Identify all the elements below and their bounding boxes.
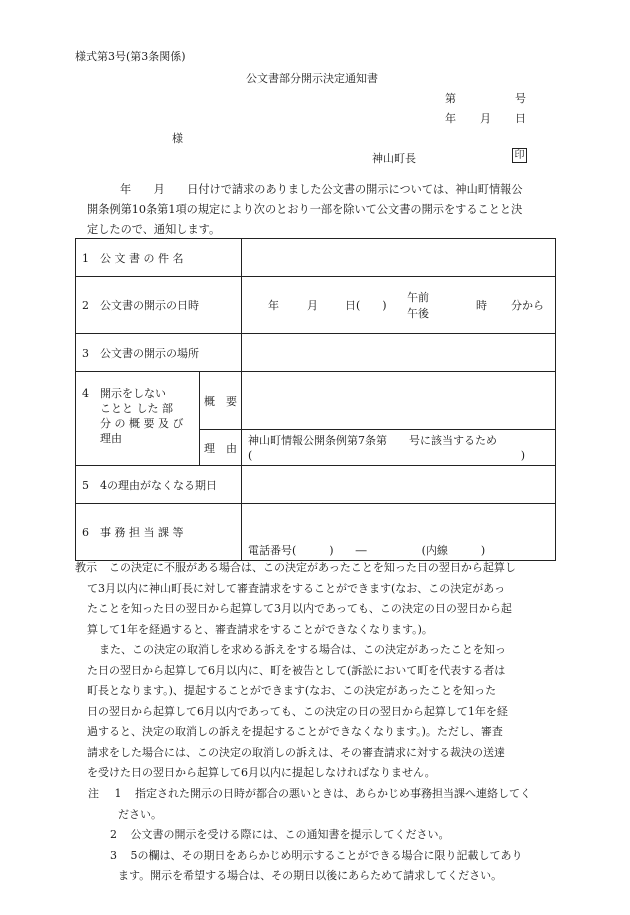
instruction-line-4: 算して1年を経過すると、審査請求をすることができなくなります。)。 <box>87 622 433 636</box>
value-contact-department <box>242 504 556 561</box>
label-contact-department: 6 事 務 担 当 課 等 <box>76 504 242 561</box>
note-1-line-2: ださい。 <box>118 807 162 821</box>
label-document-name: 1 公 文 書 の 件 名 <box>76 239 242 277</box>
instruction-section <box>75 558 560 784</box>
instruction-line-2: て3月以内に神山町長に対して審査請求をすることができます(なお、この決定があっ <box>87 581 506 595</box>
row-disclosure-datetime <box>76 277 556 334</box>
instruction-line-1 <box>75 558 560 579</box>
reason-paren-close: ) <box>520 448 525 462</box>
seal-mark <box>512 148 527 163</box>
note-2-text: 公文書の開示を受ける際には、この通知書を提示してください。 <box>130 828 450 841</box>
value-disclosure-datetime <box>242 277 556 334</box>
label-reason: 理 由 <box>200 430 242 466</box>
dt-am: 午前 <box>407 291 430 304</box>
dt-minute-from: 分から <box>511 299 545 312</box>
value-reason <box>242 430 556 466</box>
document-title: 公文書部分開示決定通知書 <box>246 72 378 85</box>
reason-line-2 <box>248 448 549 463</box>
label-undisclosed-l4: 理由 <box>100 432 122 445</box>
date-day: 日 <box>515 112 526 125</box>
note-1-line-1 <box>88 784 558 805</box>
number-dai: 第 <box>445 92 456 105</box>
instruction-line-3: たことを知った日の翌日から起算して3月以内であっても、この決定の日の翌日から起 <box>87 602 512 615</box>
label-undisclosed <box>76 372 200 466</box>
intro-line-1: 年 月 日付けで請求のありました公文書の開示については、神山町情報公 <box>120 183 523 196</box>
row-reason-expiry <box>76 466 556 504</box>
note-3-line-2: ます。開示を希望する場合は、その期日以後にあらためて請求してください。 <box>118 869 503 882</box>
label-undisclosed-l1: 4 開示をしない <box>82 387 166 400</box>
label-undisclosed-l3: 分 の 概 要 及 び <box>100 417 184 430</box>
note-3-text: 5の欄は、その期日をあらかじめ明示することができる場合に限り記載してあり <box>130 848 523 862</box>
notes-section <box>88 784 558 887</box>
disclosure-table <box>75 238 556 561</box>
instruction-line-7: 町長となります。)、提起することができます(なお、この決定があったことを知った <box>87 684 497 697</box>
sender-name: 神山町長 <box>372 152 416 165</box>
label-disclosure-datetime: 2 公文書の開示の日時 <box>76 277 242 334</box>
dt-pm: 午後 <box>407 307 430 320</box>
intro-line-3: 定したので、通知します。 <box>87 223 221 236</box>
notes-head: 注 <box>88 787 99 800</box>
seal-stamp: 印 <box>512 148 527 163</box>
dt-month: 月 <box>307 299 319 312</box>
note-3-line-1 <box>88 846 558 867</box>
form-number: 様式第3号(第3条関係) <box>75 50 186 63</box>
phone-number-line: 電話番号( ) ― (内線 ) <box>248 544 486 557</box>
instruction-text-1: この決定に不服がある場合は、この決定があったことを知った日の翌日から起算し <box>109 561 516 574</box>
label-summary: 概 要 <box>200 372 242 430</box>
instruction-line-9: 過すると、決定の取消しの訴えを提起することができなくなります。)。ただし、審査 <box>87 725 503 738</box>
date-year: 年 <box>445 112 456 125</box>
label-disclosure-place: 3 公文書の開示の場所 <box>76 334 242 372</box>
row-disclosure-place <box>76 334 556 372</box>
instruction-head: 教示 <box>75 561 97 574</box>
reason-line-1: 神山町情報公開条例第7条第 号に該当するため <box>248 433 498 447</box>
value-summary <box>242 372 556 430</box>
dt-year: 年 <box>268 299 280 312</box>
reason-paren-open: ( <box>248 448 253 462</box>
note-1-number: 1 <box>114 787 122 800</box>
dt-hour: 時 <box>476 299 488 312</box>
date-month: 月 <box>480 112 491 125</box>
value-disclosure-place <box>242 334 556 372</box>
instruction-line-6: た日の翌日から起算して6月以内に、町を被告として(訴訟において町を代表する者は <box>87 663 506 677</box>
value-document-name <box>242 239 556 277</box>
instruction-line-10: 請求をした場合には、この決定の取消しの訴えは、その審査請求に対する裁決の送達 <box>87 745 505 759</box>
note-2-number: 2 <box>110 828 117 841</box>
value-reason-expiry <box>242 466 556 504</box>
instruction-line-11: を受けた日の翌日から起算して6月以内に提起しなければなりません。 <box>87 766 436 779</box>
row-document-name <box>76 239 556 277</box>
dt-day: 日( ) <box>345 299 387 312</box>
recipient-suffix: 様 <box>172 132 183 145</box>
intro-paragraph <box>75 180 555 240</box>
instruction-line-5: また、この決定の取消しを求める訴えをする場合は、この決定があったことを知っ <box>99 643 506 656</box>
label-undisclosed-l2: ことと した 部 <box>100 402 173 415</box>
label-reason-expiry: 5 4の理由がなくなる期日 <box>76 466 242 504</box>
row-undisclosed-summary <box>76 372 556 430</box>
note-3-number: 3 <box>110 848 117 862</box>
intro-line-2: 開条例第10条第1項の規定により次のとおり一部を除いて公文書の開示をすることと決 <box>87 203 523 216</box>
instruction-line-8: 日の翌日から起算して6月以内であっても、この決定の日の翌日から起算して1年を経 <box>87 704 508 718</box>
number-go: 号 <box>515 92 526 105</box>
row-contact-department <box>76 504 556 561</box>
note-1-text: 指定された開示の日時が都合の悪いときは、あらかじめ事務担当課へ連絡してく <box>135 787 531 800</box>
note-2-line-1 <box>88 825 558 846</box>
